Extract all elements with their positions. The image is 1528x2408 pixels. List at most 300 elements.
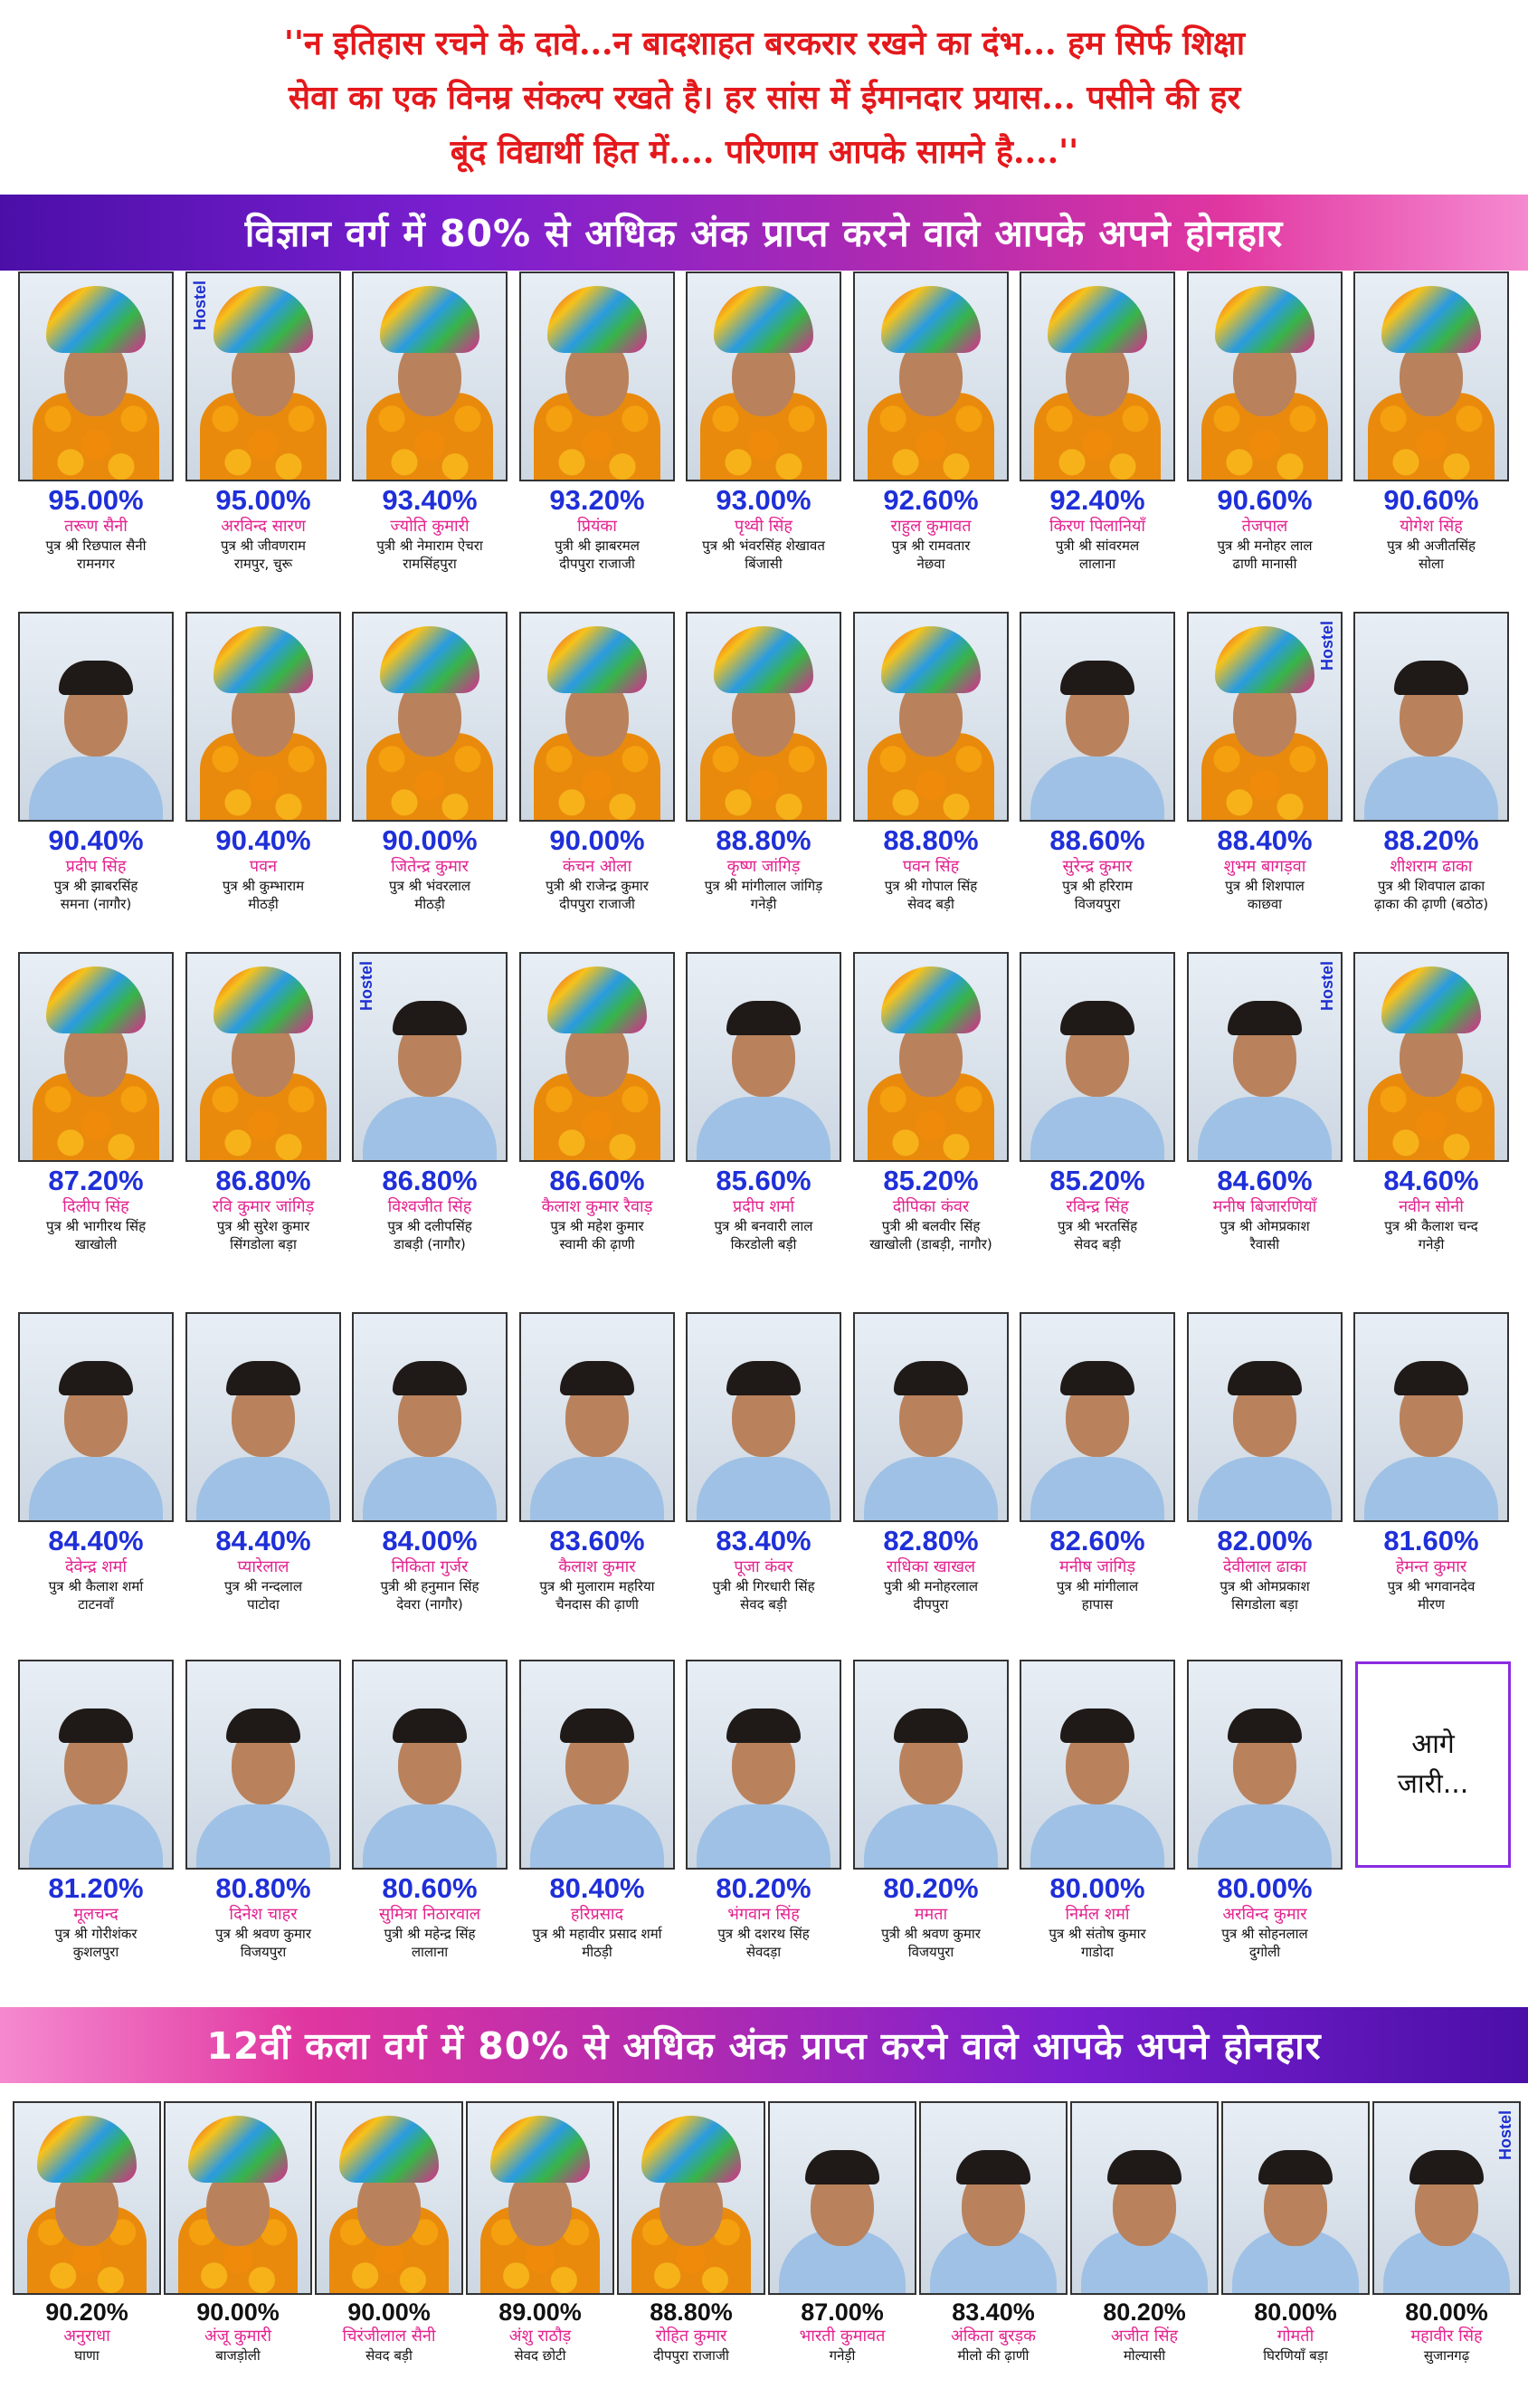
- hair: [726, 1001, 801, 1035]
- student-photo: [853, 1312, 1009, 1522]
- parent-name: पुत्री श्री सांवरमल: [1055, 538, 1140, 554]
- score-percent: 80.60%: [382, 1872, 478, 1904]
- turban: [188, 2116, 288, 2183]
- science-student-card: [1020, 1312, 1175, 1613]
- student-photo: [853, 952, 1009, 1162]
- student-photo: [164, 2101, 312, 2295]
- student-name: राधिका खाखल: [886, 1557, 976, 1576]
- science-student-card: [1353, 271, 1509, 573]
- score-percent: 92.40%: [1049, 484, 1145, 516]
- student-place: दुगोली: [1248, 1944, 1281, 1960]
- arts-student-card: [13, 2101, 161, 2365]
- student-name: रविन्द्र सिंह: [1066, 1197, 1129, 1216]
- student-place: सिगडोला बड़ा: [1231, 1596, 1298, 1613]
- science-student-card: [686, 1312, 841, 1613]
- student-photo: [185, 271, 341, 481]
- turban: [881, 966, 981, 1033]
- shirt: [196, 1804, 330, 1868]
- parent-name: पुत्री श्री राजेन्द्र कुमार: [546, 878, 649, 894]
- student-photo: [13, 2101, 161, 2295]
- student-place: सुजानगढ़: [1423, 2347, 1470, 2364]
- hair: [894, 1708, 968, 1743]
- hair: [805, 2150, 879, 2184]
- hair: [59, 1361, 133, 1395]
- score-percent: 80.00%: [1254, 2299, 1337, 2326]
- student-place: विजयपुरा: [240, 1944, 287, 1960]
- score-percent: 80.20%: [1103, 2299, 1186, 2326]
- score-percent: 80.20%: [883, 1872, 979, 1904]
- parent-name: पुत्र श्री मांगीलाल: [1056, 1578, 1139, 1594]
- student-photo: [519, 612, 675, 822]
- hair: [393, 1361, 467, 1395]
- motto-line-1: ''न इतिहास रचने के दावे...न बादशाहत बरकरार रखने का दंभ... हम सिर्फ शिक्षा: [283, 24, 1246, 62]
- parent-name: पुत्र श्री श्रवण कुमार: [215, 1926, 311, 1942]
- student-photo: [1353, 612, 1509, 822]
- hair: [1228, 1708, 1302, 1743]
- score-percent: 80.80%: [215, 1872, 311, 1904]
- science-student-card: [1020, 1660, 1175, 1961]
- student-place: किरडोली बड़ी: [730, 1236, 797, 1252]
- student-name: प्रियंका: [577, 517, 617, 536]
- science-student-card: [352, 1312, 508, 1613]
- science-student-card: [686, 612, 841, 913]
- shirt: [1198, 1804, 1332, 1868]
- shirt: [1030, 1804, 1164, 1868]
- score-percent: 90.00%: [549, 824, 645, 856]
- science-student-card: [1187, 1312, 1343, 1613]
- student-place: काछवा: [1247, 896, 1283, 912]
- student-photo: [853, 612, 1009, 822]
- science-student-card: [18, 271, 174, 573]
- student-name: पूजा कंवर: [734, 1557, 793, 1576]
- student-place: दीपपुरा राजाजी: [559, 896, 635, 912]
- student-name: प्रदीप सिंह: [65, 857, 127, 876]
- shirt: [196, 1457, 330, 1520]
- score-percent: 84.00%: [382, 1525, 478, 1556]
- student-place: मीलो की ढ़ाणी: [957, 2347, 1030, 2364]
- student-name: राहुल कुमावत: [890, 517, 972, 536]
- student-photo: [1372, 2101, 1521, 2295]
- student-name: नवीन सोनी: [1399, 1197, 1464, 1216]
- parent-name: पुत्र श्री रामवतार: [891, 538, 971, 554]
- science-student-card: [185, 1660, 341, 1961]
- hostel-label: Hostel: [357, 961, 375, 1012]
- parent-name: पुत्री श्री श्रवण कुमार: [881, 1926, 981, 1942]
- student-photo: [853, 271, 1009, 481]
- hostel-label: Hostel: [1496, 2110, 1514, 2161]
- shirt: [29, 1804, 163, 1868]
- hair: [1060, 1001, 1134, 1035]
- hair: [59, 1708, 133, 1743]
- student-photo: [686, 612, 841, 822]
- score-percent: 85.20%: [883, 1165, 979, 1196]
- student-place: सेवद बड़ी: [907, 896, 954, 912]
- score-percent: 83.60%: [549, 1525, 645, 1556]
- shirt: [697, 1804, 830, 1868]
- hair: [560, 1361, 634, 1395]
- student-name: रोहित कुमार: [655, 2327, 727, 2346]
- student-place: घिरणियाँ बड़ा: [1263, 2347, 1328, 2364]
- student-name: पवन: [249, 857, 278, 876]
- score-percent: 85.60%: [716, 1165, 811, 1196]
- student-place: खाखोली: [74, 1236, 118, 1252]
- score-percent: 86.80%: [215, 1165, 311, 1196]
- parent-name: पुत्री श्री हनुमान सिंह: [380, 1578, 479, 1594]
- student-photo: [352, 271, 508, 481]
- score-percent: 86.60%: [549, 1165, 645, 1196]
- student-place: दीपपुरा: [913, 1596, 949, 1613]
- score-percent: 84.60%: [1217, 1165, 1313, 1196]
- student-name: दीपिका कंवर: [892, 1197, 970, 1216]
- student-place: सेवद छोटी: [514, 2347, 566, 2364]
- student-photo: [466, 2101, 614, 2295]
- shirt: [1364, 1457, 1498, 1520]
- science-student-card: [18, 1660, 174, 1961]
- student-place: डाबड़ी (नागौर): [394, 1236, 466, 1252]
- student-photo: [686, 271, 841, 481]
- student-photo: [18, 1312, 174, 1522]
- student-name: शुभम बागड़वा: [1223, 857, 1306, 876]
- student-place: नेछवा: [916, 556, 945, 572]
- hair: [59, 661, 133, 695]
- score-percent: 88.20%: [1383, 824, 1479, 856]
- arts-student-card: [466, 2101, 614, 2365]
- hair: [560, 1708, 634, 1743]
- student-photo: [18, 952, 174, 1162]
- student-place: गनेड़ी: [1418, 1236, 1445, 1252]
- turban: [547, 626, 647, 693]
- turban: [641, 2116, 741, 2183]
- parent-name: पुत्री श्री मनोहरलाल: [883, 1578, 979, 1594]
- parent-name: पुत्री श्री महेन्द्र सिंह: [384, 1926, 476, 1942]
- student-place: मीरण: [1418, 1596, 1445, 1613]
- hair: [894, 1361, 968, 1395]
- shirt: [530, 1804, 664, 1868]
- student-photo: [1187, 1660, 1343, 1870]
- parent-name: पुत्र श्री कैलाश शर्मा: [48, 1578, 144, 1594]
- score-percent: 90.60%: [1217, 484, 1313, 516]
- score-percent: 93.00%: [716, 484, 811, 516]
- student-place: विजयपुरा: [1074, 896, 1121, 912]
- student-place: देवरा (नागौर): [396, 1596, 463, 1613]
- shirt: [29, 757, 163, 820]
- science-student-card: [519, 612, 675, 913]
- student-photo: [1353, 952, 1509, 1162]
- student-photo: [185, 1660, 341, 1870]
- hair: [1060, 661, 1134, 695]
- arts-student-card: [164, 2101, 312, 2365]
- student-photo: [1020, 1312, 1175, 1522]
- motto-line-2: सेवा का एक विनम्र संकल्प रखते है। हर सांस में ईमानदार प्रयास... पसीने की हर: [288, 79, 1241, 117]
- student-photo: [617, 2101, 765, 2295]
- student-photo: [519, 1312, 675, 1522]
- science-student-card: [185, 1312, 341, 1613]
- score-percent: 90.40%: [215, 824, 311, 856]
- score-percent: 90.60%: [1383, 484, 1479, 516]
- student-name: अनुराधा: [63, 2327, 110, 2346]
- science-student-card: [519, 271, 675, 573]
- student-photo: [1020, 612, 1175, 822]
- student-photo: [768, 2101, 916, 2295]
- turban: [881, 286, 981, 353]
- student-place: मोल्यासी: [1123, 2347, 1166, 2364]
- score-percent: 80.00%: [1049, 1872, 1145, 1904]
- student-photo: [1187, 952, 1343, 1162]
- turban: [714, 626, 813, 693]
- score-percent: 80.40%: [549, 1872, 645, 1904]
- turban: [490, 2116, 590, 2183]
- student-name: ममता: [914, 1905, 948, 1924]
- parent-name: पुत्र श्री मांगीलाल जांगिड़: [704, 878, 823, 894]
- student-place: रैवासी: [1249, 1236, 1280, 1252]
- student-photo: [1070, 2101, 1219, 2295]
- student-photo: [185, 612, 341, 822]
- student-name: महावीर सिंह: [1410, 2327, 1483, 2346]
- student-name: पृथ्वी सिंह: [735, 517, 792, 536]
- parent-name: पुत्र श्री सुरेश कुमार: [216, 1218, 310, 1234]
- score-percent: 93.40%: [382, 484, 478, 516]
- score-percent: 93.20%: [549, 484, 645, 516]
- hair: [393, 1001, 467, 1035]
- score-percent: 84.40%: [48, 1525, 144, 1556]
- student-place: बाजड़ोली: [215, 2347, 261, 2364]
- student-name: भंगवान सिंह: [727, 1905, 800, 1924]
- parent-name: पुत्र श्री संतोष कुमार: [1049, 1926, 1146, 1942]
- student-name: गोमती: [1276, 2327, 1314, 2346]
- parent-name: पुत्र श्री कुम्भाराम: [222, 878, 305, 894]
- student-place: मीठड़ी: [582, 1944, 612, 1960]
- hair: [226, 1361, 300, 1395]
- parent-name: पुत्र श्री बनवारी लाल: [714, 1218, 813, 1234]
- science-student-card: [1020, 612, 1175, 913]
- parent-name: पुत्र श्री कैलाश चन्द: [1384, 1218, 1478, 1234]
- parent-name: पुत्र श्री दशरथ सिंह: [717, 1926, 810, 1942]
- turban: [37, 2116, 137, 2183]
- hair: [1060, 1361, 1134, 1395]
- hair: [1258, 2150, 1333, 2184]
- student-place: गनेड़ी: [750, 896, 777, 912]
- hair: [1228, 1361, 1302, 1395]
- parent-name: पुत्र श्री भंवरलाल: [388, 878, 471, 894]
- student-place: स्वामी की ढ़ाणी: [559, 1236, 635, 1252]
- parent-name: पुत्री श्री नेमाराम ऐचरा: [376, 538, 483, 554]
- student-place: कुशलपुरा: [72, 1944, 119, 1960]
- hostel-label: Hostel: [1318, 621, 1336, 671]
- turban: [547, 966, 647, 1033]
- student-place: सेवद बड़ी: [1074, 1236, 1121, 1252]
- student-place: बिंजासी: [745, 556, 783, 572]
- student-place: ढाणी मानासी: [1232, 556, 1297, 572]
- student-name: देवेन्द्र शर्मा: [64, 1557, 128, 1576]
- score-percent: 80.20%: [716, 1872, 811, 1904]
- parent-name: पुत्र श्री भागीरथ सिंह: [45, 1218, 147, 1234]
- parent-name: पुत्र श्री महेश कुमार: [550, 1218, 644, 1234]
- parent-name: पुत्र श्री भगवानदेव: [1387, 1578, 1476, 1594]
- parent-name: पुत्र श्री भंवरसिंह शेखावत: [702, 538, 825, 554]
- score-percent: 81.60%: [1383, 1525, 1479, 1556]
- student-place: मीठड़ी: [248, 896, 279, 912]
- student-name: अरविन्द कुमार: [1222, 1905, 1307, 1924]
- student-photo: [686, 1312, 841, 1522]
- student-place: पाटोदा: [247, 1596, 280, 1613]
- turban: [214, 286, 313, 353]
- parent-name: पुत्र श्री शिवपाल ढाका: [1377, 878, 1485, 894]
- student-place: दीपपुरा राजाजी: [559, 556, 635, 572]
- score-percent: 88.80%: [883, 824, 979, 856]
- student-name: जितेन्द्र कुमार: [391, 857, 469, 876]
- score-percent: 90.20%: [45, 2299, 128, 2326]
- parent-name: पुत्र श्री गोरीशंकर: [54, 1926, 138, 1942]
- score-percent: 95.00%: [215, 484, 311, 516]
- score-percent: 87.20%: [48, 1165, 144, 1196]
- student-name: अजीत सिंह: [1110, 2327, 1179, 2346]
- student-name: रवि कुमार जांगिड़: [212, 1197, 315, 1216]
- shirt: [1198, 1097, 1332, 1160]
- turban: [214, 626, 313, 693]
- student-place: रामपुर, चुरू: [233, 556, 293, 572]
- student-place: समना (नागौर): [60, 896, 132, 912]
- shirt: [1030, 757, 1164, 820]
- hostel-label: Hostel: [191, 281, 209, 331]
- student-photo: [18, 271, 174, 481]
- score-percent: 82.80%: [883, 1525, 979, 1556]
- turban: [1381, 966, 1481, 1033]
- turban: [214, 966, 313, 1033]
- student-place: घाणा: [74, 2347, 100, 2364]
- hair: [726, 1708, 801, 1743]
- shirt: [697, 1457, 830, 1520]
- score-percent: 84.40%: [215, 1525, 311, 1556]
- science-student-card: [352, 612, 508, 913]
- student-photo: [352, 1660, 508, 1870]
- science-student-card: [1353, 1312, 1509, 1613]
- score-percent: 90.00%: [347, 2299, 431, 2326]
- shirt: [864, 1457, 998, 1520]
- student-photo: [1020, 271, 1175, 481]
- shirt: [1198, 1457, 1332, 1520]
- hair: [226, 1708, 300, 1743]
- student-name: योगेश सिंह: [1400, 517, 1463, 536]
- science-student-card: [18, 612, 174, 913]
- student-name: प्रदीप शर्मा: [732, 1197, 795, 1216]
- science-student-card: [352, 952, 508, 1253]
- score-percent: 90.00%: [196, 2299, 280, 2326]
- score-percent: 88.60%: [1049, 824, 1145, 856]
- student-photo: [1187, 271, 1343, 481]
- student-name: देवीलाल ढाका: [1222, 1557, 1307, 1576]
- parent-name: पुत्र श्री भरतसिंह: [1057, 1218, 1138, 1234]
- shirt: [1030, 1457, 1164, 1520]
- score-percent: 83.40%: [952, 2299, 1035, 2326]
- student-name: दिलीप सिंह: [62, 1197, 129, 1216]
- hair: [726, 1361, 801, 1395]
- science-student-card: [853, 612, 1009, 913]
- student-photo: [919, 2101, 1068, 2295]
- hair: [1107, 2150, 1182, 2184]
- science-student-card: [853, 1660, 1009, 1961]
- hair: [1394, 1361, 1468, 1395]
- student-photo: [352, 612, 508, 822]
- student-name: सुरेन्द्र कुमार: [1062, 857, 1133, 876]
- science-student-card: [686, 952, 841, 1253]
- parent-name: पुत्र श्री नन्दलाल: [224, 1578, 302, 1594]
- science-student-card: [1187, 271, 1343, 573]
- score-percent: 80.00%: [1405, 2299, 1488, 2326]
- science-student-card: [1020, 952, 1175, 1253]
- student-place: रामसिंहपुरा: [403, 556, 457, 572]
- shirt: [363, 1804, 497, 1868]
- score-percent: 92.60%: [883, 484, 979, 516]
- parent-name: पुत्र श्री ओमप्रकाश: [1220, 1218, 1310, 1234]
- science-student-card: [1020, 271, 1175, 573]
- science-student-card: [853, 1312, 1009, 1613]
- science-student-card: [853, 952, 1009, 1253]
- score-percent: 83.40%: [716, 1525, 811, 1556]
- score-percent: 88.80%: [716, 824, 811, 856]
- shirt: [363, 1097, 497, 1160]
- student-name: दिनेश चाहर: [229, 1905, 298, 1924]
- student-place: दीपपुरा राजाजी: [653, 2347, 729, 2364]
- score-percent: 81.20%: [48, 1872, 144, 1904]
- student-place: खाखोली (डाबड़ी, नागौर): [869, 1236, 992, 1252]
- student-photo: [18, 612, 174, 822]
- science-student-card: [18, 952, 174, 1253]
- motto-line-3: बूंद विद्यार्थी हित में.... परिणाम आपके सामने है....'': [450, 133, 1079, 171]
- student-photo: [185, 952, 341, 1162]
- score-percent: 90.40%: [48, 824, 144, 856]
- turban: [46, 966, 146, 1033]
- turban: [339, 2116, 439, 2183]
- student-name: हेमन्त कुमार: [1395, 1557, 1467, 1576]
- student-name: कैलाश कुमार: [558, 1557, 636, 1576]
- science-student-card: [1187, 612, 1343, 913]
- score-percent: 86.80%: [382, 1165, 478, 1196]
- student-place: गनेड़ी: [829, 2347, 856, 2364]
- student-place: सेवद बड़ी: [365, 2347, 413, 2364]
- student-photo: [1353, 1312, 1509, 1522]
- student-photo: [1020, 952, 1175, 1162]
- turban: [1381, 286, 1481, 353]
- student-name: विश्वजीत सिंह: [387, 1197, 472, 1216]
- score-percent: 87.00%: [801, 2299, 884, 2326]
- score-percent: 82.00%: [1217, 1525, 1313, 1556]
- score-percent: 80.00%: [1217, 1872, 1313, 1904]
- shirt: [1030, 1097, 1164, 1160]
- student-name: हरिप्रसाद: [570, 1905, 624, 1924]
- science-student-card: [519, 952, 675, 1253]
- parent-name: पुत्री श्री बलवीर सिंह: [881, 1218, 981, 1234]
- student-place: मीठड़ी: [414, 896, 445, 912]
- hair: [1228, 1001, 1302, 1035]
- student-place: सोला: [1418, 556, 1445, 572]
- student-name: मनीष जांगिड़: [1059, 1557, 1135, 1576]
- student-place: हापास: [1081, 1596, 1114, 1613]
- science-student-card: [352, 1660, 508, 1961]
- student-photo: [519, 1660, 675, 1870]
- student-place: लालाना: [411, 1944, 449, 1960]
- science-student-card: [1353, 952, 1509, 1253]
- student-name: पवन सिंह: [902, 857, 960, 876]
- turban: [1215, 626, 1314, 693]
- parent-name: पुत्र श्री मनोहर लाल: [1217, 538, 1313, 554]
- score-percent: 89.00%: [498, 2299, 582, 2326]
- parent-name: पुत्र श्री शिशपाल: [1225, 878, 1305, 894]
- continued-label: आगे जारी...: [1397, 1728, 1469, 1800]
- arts-student-card: [768, 2101, 916, 2365]
- student-name: तरूण सैनी: [64, 517, 128, 536]
- parent-name: पुत्र श्री गोपाल सिंह: [884, 878, 978, 894]
- student-name: सुमित्रा निठारवाल: [379, 1905, 480, 1924]
